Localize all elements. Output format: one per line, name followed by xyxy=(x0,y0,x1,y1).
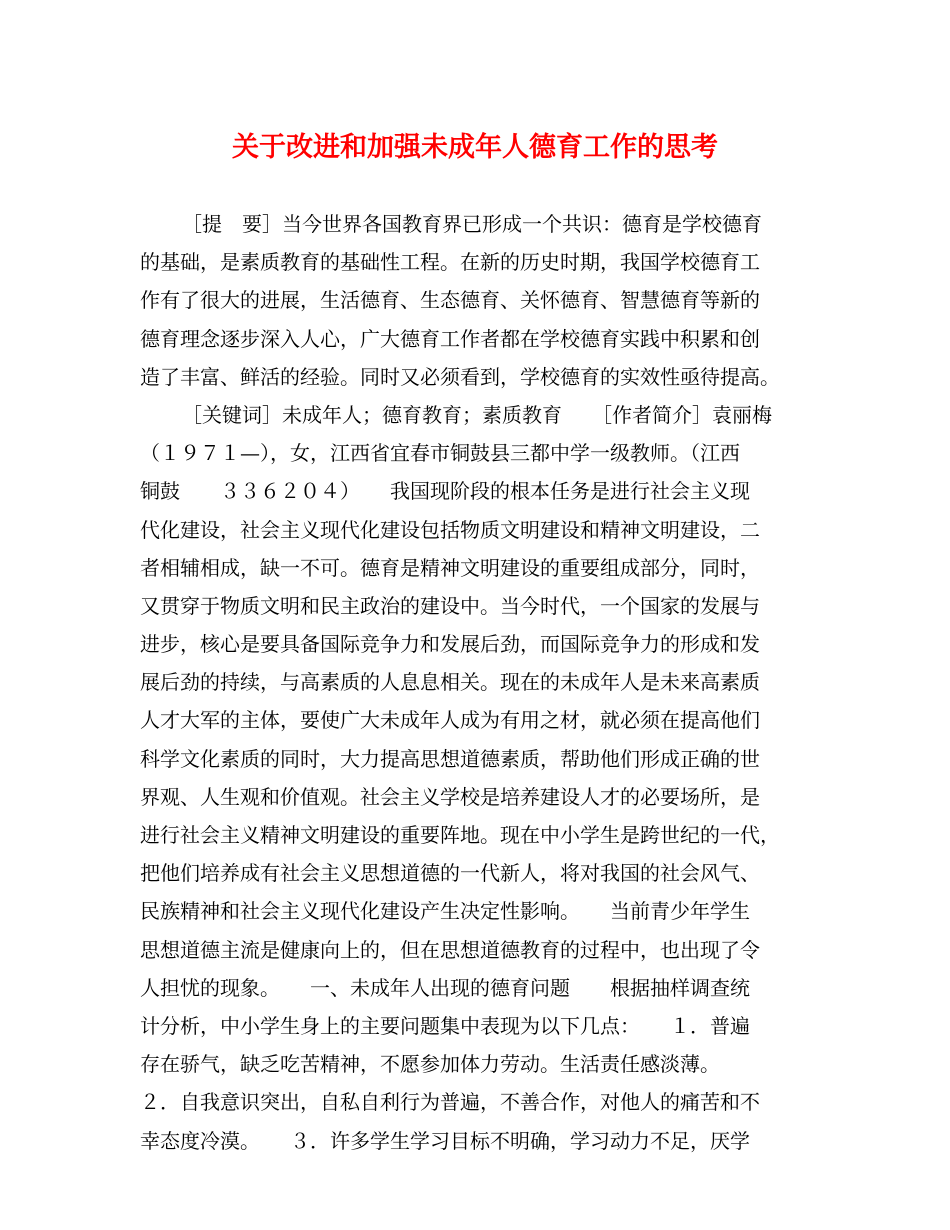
paragraph-line: ２．自我意识突出，自私自利行为普遍，不善合作，对他人的痛苦和不 xyxy=(140,1090,760,1115)
paragraph-line: 存在骄气，缺乏吃苦精神，不愿参加体力劳动。生活责任感淡薄。 xyxy=(140,1052,720,1077)
paragraph-line: 进行社会主义精神文明建设的重要阵地。现在中小学生是跨世纪的一代， xyxy=(140,823,780,847)
paragraph-line: 人才大军的主体，要使广大未成年人成为有用之材，就必须在提高他们 xyxy=(140,708,760,733)
paragraph-line: 造了丰富、鲜活的经验。同时又必须看到，学校德育的实效性亟待提高。 xyxy=(140,364,780,389)
paragraph-line: 科学文化素质的同时，大力提高思想道德素质，帮助他们形成正确的世 xyxy=(140,746,760,771)
paragraph-line: 铜鼓 ３３６２０４） 我国现阶段的根本任务是进行社会主义现 xyxy=(140,479,750,504)
paragraph-line: 把他们培养成有社会主义思想道德的一代新人，将对我国的社会风气、 xyxy=(140,861,760,886)
paragraph-line: 思想道德主流是健康向上的，但在思想道德教育的过程中，也出现了令 xyxy=(140,937,760,962)
paragraph-line: 的基础，是素质教育的基础性工程。在新的历史时期，我国学校德育工 xyxy=(140,250,760,275)
paragraph-line: ［关键词］未成年人；德育教育；素质教育 ［作者简介］袁丽梅 xyxy=(182,402,772,427)
paragraph-line: 民族精神和社会主义现代化建设产生决定性影响。 当前青少年学生 xyxy=(140,899,750,924)
paragraph-line: 作有了很大的进展，生活德育、生态德育、关怀德育、智慧德育等新的 xyxy=(140,288,760,313)
paragraph-line: 计分析，中小学生身上的主要问题集中表现为以下几点： １．普遍 xyxy=(140,1013,750,1038)
document-body xyxy=(140,205,830,1160)
paragraph-line: （１９７１—），女，江西省宜春市铜鼓县三都中学一级教师。（江西 xyxy=(140,441,740,466)
paragraph-line: 又贯穿于物质文明和民主政治的建设中。当今时代，一个国家的发展与 xyxy=(140,593,760,618)
paragraph-line: 人担忧的现象。 一、未成年人出现的德育问题 根据抽样调查统 xyxy=(140,975,750,1000)
document-title: 关于改进和加强未成年人德育工作的思考 xyxy=(232,132,718,163)
paragraph-line: 者相辅相成，缺一不可。德育是精神文明建设的重要组成部分，同时， xyxy=(140,555,760,580)
paragraph-line: ［提 要］当今世界各国教育界已形成一个共识：德育是学校德育 xyxy=(182,212,762,236)
paragraph-line: 德育理念逐步深入人心，广大德育工作者都在学校德育实践中积累和创 xyxy=(140,326,760,351)
paragraph-line: 界观、人生观和价值观。社会主义学校是培养建设人才的必要场所，是 xyxy=(140,784,760,809)
paragraph-line: 代化建设，社会主义现代化建设包括物质文明建设和精神文明建设，二 xyxy=(140,517,760,542)
paragraph-line: 进步，核心是要具备国际竞争力和发展后劲，而国际竞争力的形成和发 xyxy=(140,632,760,657)
paragraph-line: 展后劲的持续，与高素质的人息息相关。现在的未成年人是未来高素质 xyxy=(140,670,760,695)
paragraph-line: 幸态度冷漠。 ３．许多学生学习目标不明确，学习动力不足，厌学 xyxy=(140,1128,750,1153)
